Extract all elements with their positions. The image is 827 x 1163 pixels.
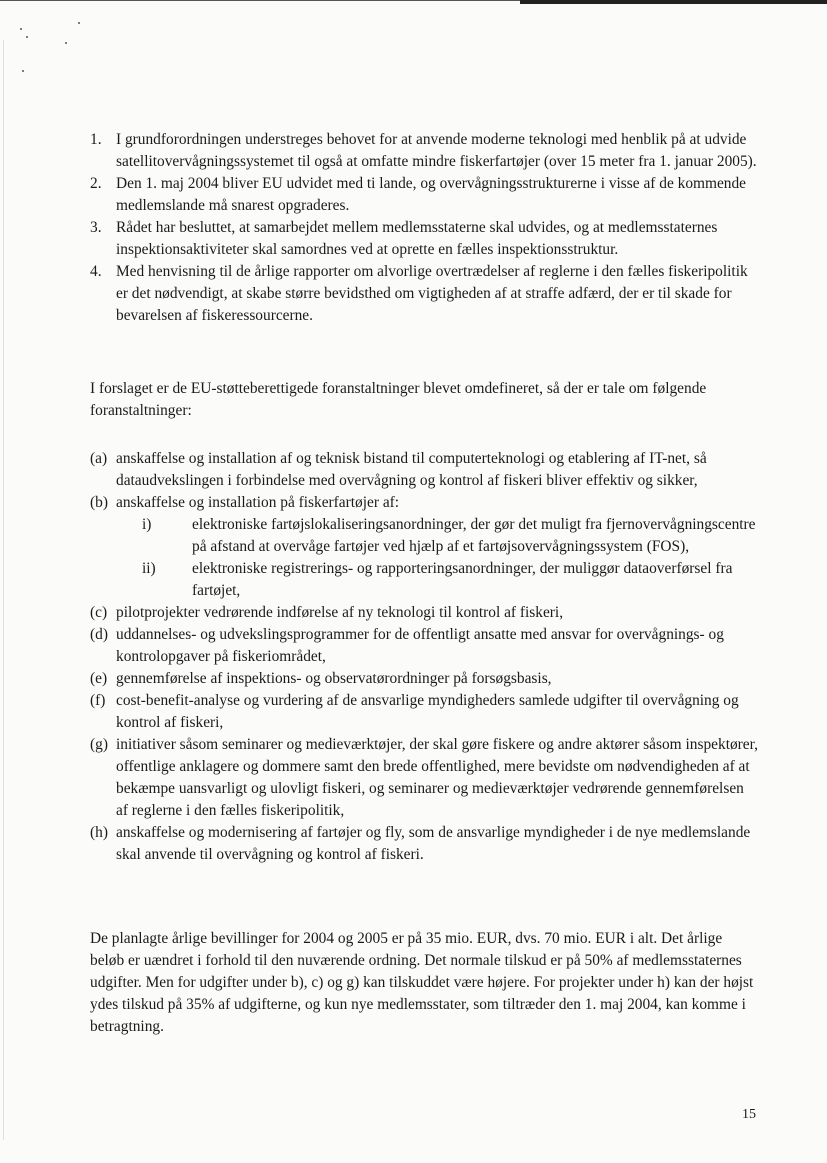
numbered-list [90, 129, 758, 327]
list-item [90, 734, 758, 822]
item-label: (g) [90, 736, 108, 753]
list-item [90, 602, 758, 624]
list-item [90, 173, 758, 217]
item-text: pilotprojekter vedrørende indførelse af ny teknologi til kontrol af fiskeri, [116, 604, 564, 621]
intro-paragraph: I forslaget er de EU-støtteberettigede foranstaltninger blevet omdefineret, så der er tale om følgende foranstaltninger: [90, 380, 707, 419]
list-item [90, 261, 758, 327]
page-number: 15 [742, 1107, 756, 1122]
item-label: (e) [90, 670, 108, 687]
list-item [90, 492, 758, 514]
item-number: 3. [90, 219, 102, 236]
item-text: anskaffelse og installation af og teknisk bistand til computerteknologi og etablering af IT-net, så dataudvekslingen i forbindelse med overvågning og kontrol af fiskeri bliver effektiv og sikker, [116, 450, 707, 489]
item-text: Med henvisning til de årlige rapporter om alvorlige overtrædelser af reglerne i den fælles fiskeripolitik er det nødvendigt, at skabe større bevidsthed om vigtigheden af at straffe adfærd, der er til skade for bevarelsen af fiskeressourcerne. [116, 263, 748, 324]
sub-item-text: elektroniske registrerings- og rapporteringsanordninger, der muliggør dataoverførsel fra fartøjet, [192, 560, 733, 599]
item-text: Rådet har besluttet, at samarbejdet mellem medlemsstaterne skal udvides, og at medlemsstaternes inspektionsaktiviteter skal samordnes ved at oprette en fælles inspektionsstruktur. [116, 219, 718, 258]
measures-list [90, 448, 758, 866]
item-label: (c) [90, 604, 108, 621]
item-label: (h) [90, 824, 108, 841]
item-number: 2. [90, 175, 102, 192]
list-item [90, 129, 758, 173]
sub-list-item [90, 558, 758, 602]
item-text: I grundforordningen understreges behovet for at anvende moderne teknologi med henblik på at udvide satellitovervågningssystemet til også at omfatte mindre fiskerfartøjer (over 15 meter fra 1. januar 2005). [116, 131, 757, 170]
sub-item-label: i) [142, 516, 152, 533]
item-label: (f) [90, 692, 106, 709]
list-item [90, 668, 758, 690]
sub-item-label: ii) [142, 560, 156, 577]
closing-paragraph: De planlagte årlige bevillinger for 2004 og 2005 er på 35 mio. EUR, dvs. 70 mio. EUR i alt. Det årlige beløb er uændret i forhold til den nuværende ordning. Det normale tilskud er på 50% af medlemsstaternes udgifter. Men for udgifter under b), c) og g) kan tilskuddet være højere. For projekter under h) kan der højst ydes tilskud på 35% af udgifterne, og kun nye medlemsstater, som tiltræder den 1. maj 2004, kan komme i betragtning. [90, 930, 754, 1035]
item-text: initiativer såsom seminarer og medieværktøjer, der skal gøre fiskere og andre aktører såsom inspektører, offentlige anklagere og dommere samt den brede offentlighed, mere bevidste om nødvendigheden af at bekæmpe uansvarligt og ulovligt fiskeri, og seminarer og medieværktøjer vedrørende gennemførelsen af reglerne i den fælles fiskeripolitik, [116, 736, 758, 819]
item-label: (b) [90, 494, 108, 511]
list-item [90, 448, 758, 492]
item-text: anskaffelse og modernisering af fartøjer og fly, som de ansvarlige myndigheder i de nye medlemslande skal anvende til overvågning og kontrol af fiskeri. [116, 824, 751, 863]
item-text: gennemførelse af inspektions- og observatørordninger på forsøgsbasis, [116, 670, 552, 687]
item-text: uddannelses- og udvekslingsprogrammer for de offentligt ansatte med ansvar for overvågnings- og kontrolopgaver på fiskeriområdet, [116, 626, 724, 665]
sub-list-item [90, 514, 758, 558]
item-number: 4. [90, 263, 102, 280]
item-text: Den 1. maj 2004 bliver EU udvidet med ti lande, og overvågningsstrukturerne i visse af de kommende medlemslande må snarest opgraderes. [116, 175, 747, 214]
list-item [90, 822, 758, 866]
item-label: (d) [90, 626, 108, 643]
list-item [90, 217, 758, 261]
list-item [90, 690, 758, 734]
item-number: 1. [90, 131, 102, 148]
item-text: anskaffelse og installation på fiskerfartøjer af: [116, 494, 400, 511]
list-item [90, 624, 758, 668]
item-text: cost-benefit-analyse og vurdering af de ansvarlige myndigheders samlede udgifter til overvågning og kontrol af fiskeri, [116, 692, 739, 731]
item-label: (a) [90, 450, 108, 467]
sub-item-text: elektroniske fartøjslokaliseringsanordninger, der gør det muligt fra fjernovervågningscentre på afstand at overvåge fartøjer ved hjælp af et fartøjsovervågningssystem (FOS), [192, 516, 756, 555]
